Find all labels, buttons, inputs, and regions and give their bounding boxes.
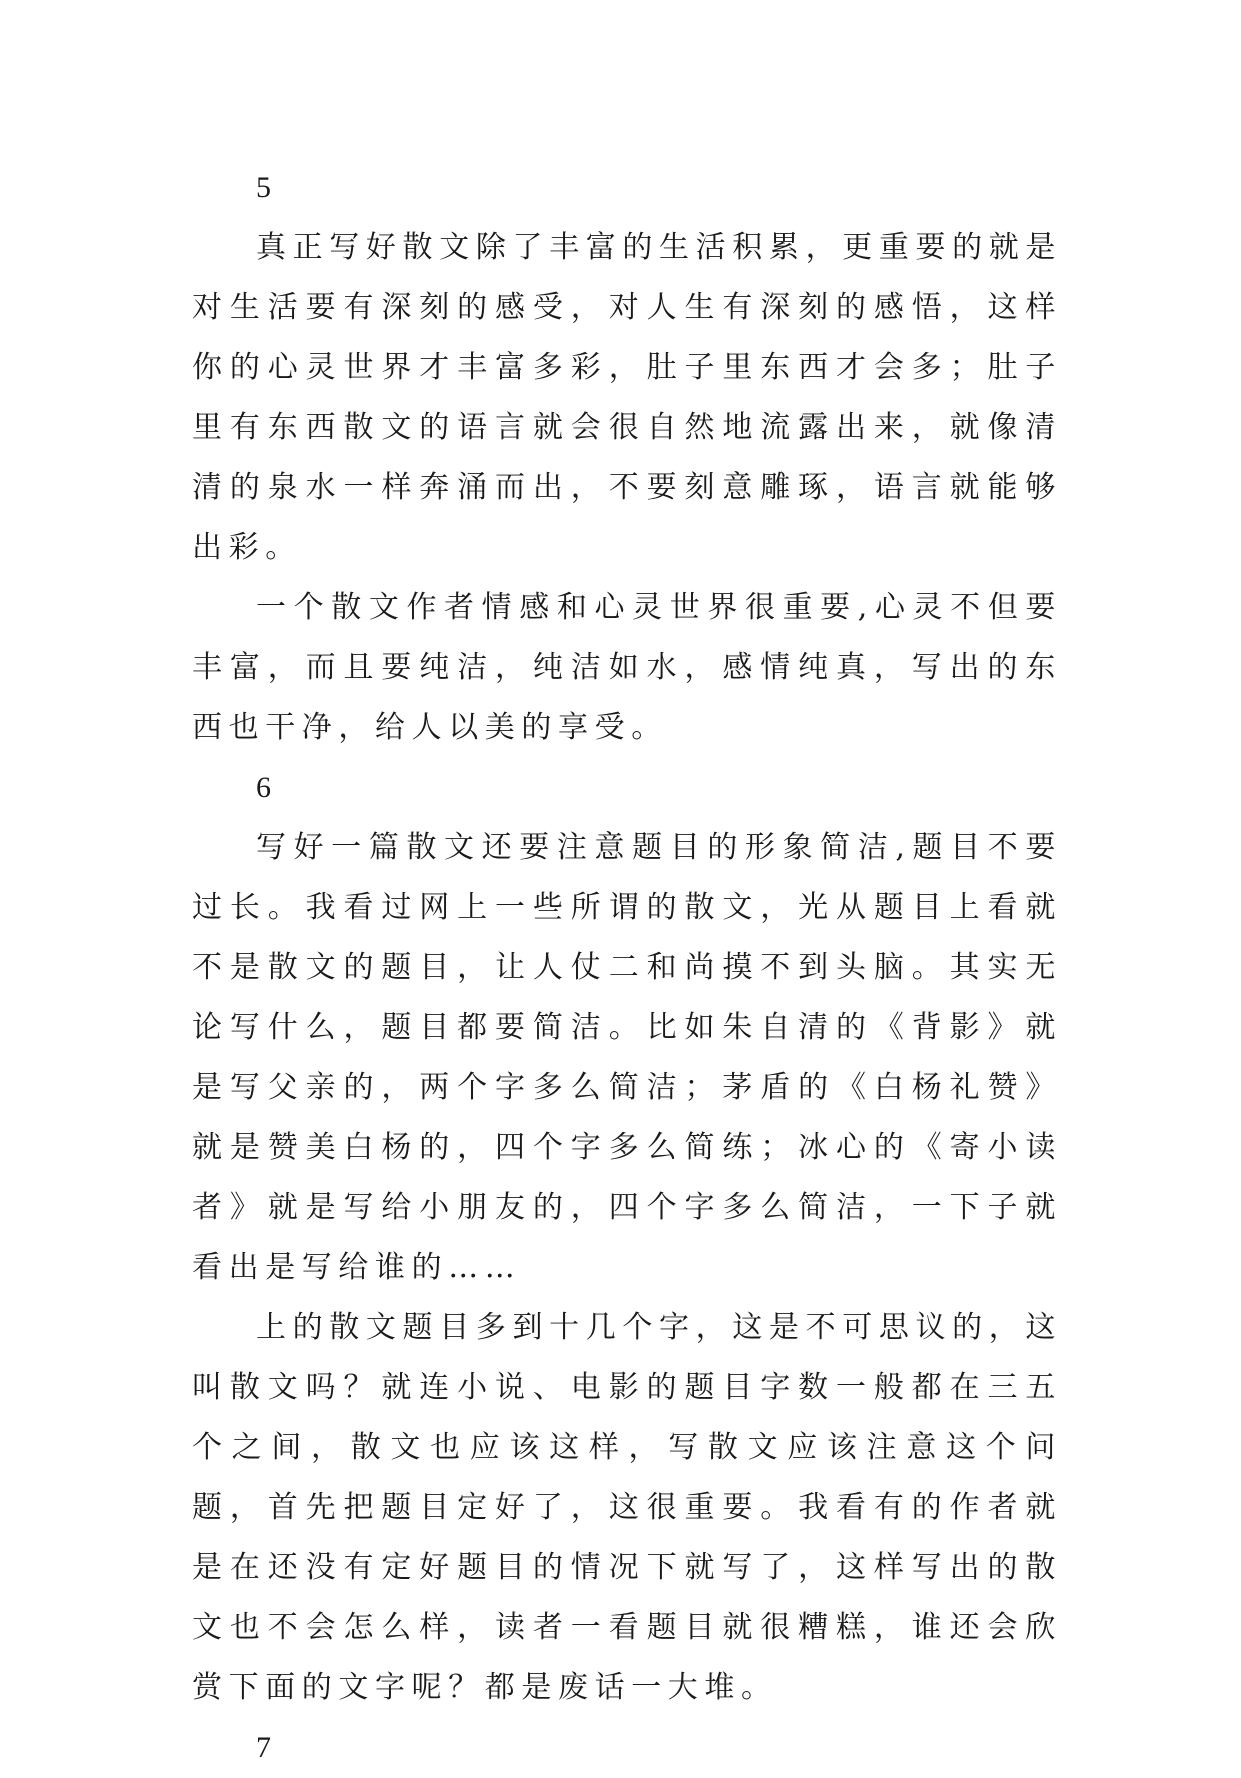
paragraph: 写好一篇散文还要注意题目的形象简洁,题目不要过长。我看过网上一些所谓的散文，光从题目上看就不是散文的题目，让人仗二和尚摸不到头脑。其实无论写什么，题目都要简洁。比如朱自清的《背影》就是写父亲的，两个字多么简洁；茅盾的《白杨礼赞》就是赞美白杨的，四个字多么简练；冰心的《寄小读者》就是写给小朋友的，四个字多么简洁，一下子就看出是写给谁的…… bbox=[192, 830, 1062, 1285]
section-number: 7 bbox=[256, 1731, 271, 1764]
section-number: 6 bbox=[256, 771, 271, 804]
paragraph: 真正写好散文除了丰富的生活积累，更重要的就是对生活要有深刻的感受，对人生有深刻的感悟，这样你的心灵世界才丰富多彩，肚子里东西才会多；肚子里有东西散文的语言就会很自然地流露出来，就像清清的泉水一样奔涌而出，不要刻意雕琢，语言就能够出彩。 bbox=[192, 230, 1062, 565]
paragraph: 上的散文题目多到十几个字，这是不可思议的，这叫散文吗？就连小说、电影的题目字数一般都在三五个之间，散文也应该这样，写散文应该注意这个问题，首先把题目定好了，这很重要。我看有的作者就是在还没有定好题目的情况下就写了，这样写出的散文也不会怎么样，读者一看题目就很糟糕，谁还会欣赏下面的文字呢？都是废话一大堆。 bbox=[192, 1310, 1062, 1705]
section-number: 5 bbox=[256, 171, 271, 204]
paragraph: 一个散文作者情感和心灵世界很重要,心灵不但要丰富，而且要纯洁，纯洁如水，感情纯真，写出的东西也干净，给人以美的享受。 bbox=[192, 590, 1062, 745]
document-body bbox=[192, 158, 1062, 1778]
